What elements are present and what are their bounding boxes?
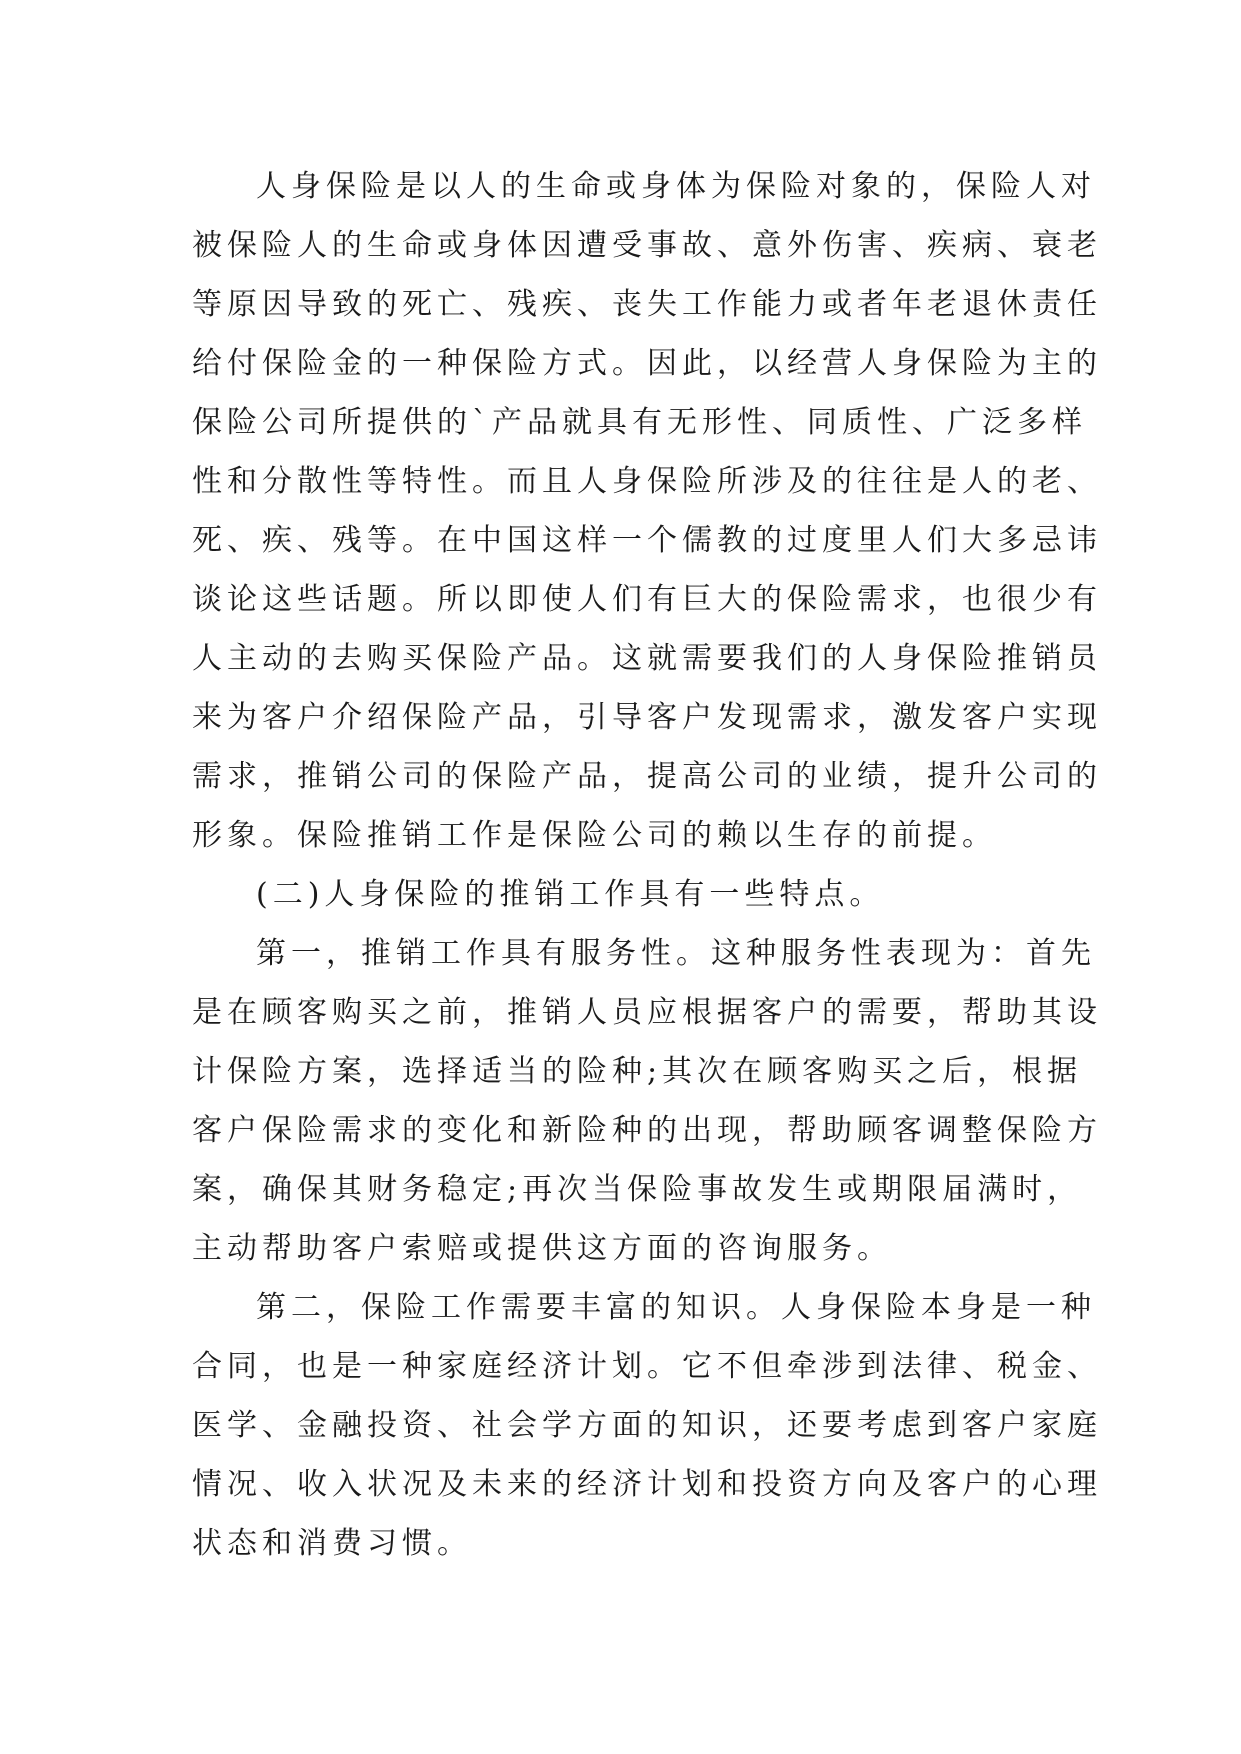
text-line: 死、疾、残等。在中国这样一个儒教的过度里人们大多忌讳: [192, 523, 1102, 558]
text-line: 需求，推销公司的保险产品，提高公司的业绩，提升公司的: [192, 759, 1102, 794]
text-line: 计保险方案，选择适当的险种;其次在顾客购买之后，根据: [192, 1054, 1083, 1089]
text-line: 第二，保险工作需要丰富的知识。人身保险本身是一种: [256, 1290, 1096, 1325]
text-line: 保险公司所提供的`产品就具有无形性、同质性、广泛多样: [192, 405, 1087, 440]
text-line: 等原因导致的死亡、残疾、丧失工作能力或者年老退休责任: [192, 287, 1102, 322]
text-line: 是在顾客购买之前，推销人员应根据客户的需要，帮助其设: [192, 995, 1102, 1030]
text-line: 人身保险是以人的生命或身体为保险对象的，保险人对: [256, 169, 1096, 204]
document-body: [192, 157, 1102, 1573]
text-line: 来为客户介绍保险产品，引导客户发现需求，激发客户实现: [192, 700, 1102, 735]
text-line: 医学、金融投资、社会学方面的知识，还要考虑到客户家庭: [192, 1408, 1102, 1443]
text-line: (二)人身保险的推销工作具有一些特点。: [256, 877, 885, 912]
text-line: 给付保险金的一种保险方式。因此，以经营人身保险为主的: [192, 346, 1102, 381]
text-line: 形象。保险推销工作是保险公司的赖以生存的前提。: [192, 818, 997, 853]
paragraph-first-point-service: [192, 924, 1102, 1278]
paragraph-life-insurance-definition: [192, 157, 1102, 865]
paragraph-second-point-knowledge: [192, 1278, 1102, 1573]
text-line: 合同，也是一种家庭经济计划。它不但牵涉到法律、税金、: [192, 1349, 1102, 1384]
text-line: 情况、收入状况及未来的经济计划和投资方向及客户的心理: [192, 1467, 1102, 1502]
text-line: 被保险人的生命或身体因遭受事故、意外伤害、疾病、衰老: [192, 228, 1102, 263]
text-line: 第一，推销工作具有服务性。这种服务性表现为：首先: [256, 936, 1096, 971]
text-line: 人主动的去购买保险产品。这就需要我们的人身保险推销员: [192, 641, 1102, 676]
text-line: 状态和消费习惯。: [192, 1526, 472, 1561]
section-heading-characteristics: [192, 865, 1052, 924]
text-line: 客户保险需求的变化和新险种的出现，帮助顾客调整保险方: [192, 1113, 1102, 1148]
text-line: 谈论这些话题。所以即使人们有巨大的保险需求，也很少有: [192, 582, 1102, 617]
text-line: 主动帮助客户索赔或提供这方面的咨询服务。: [192, 1231, 892, 1266]
text-line: 性和分散性等特性。而且人身保险所涉及的往往是人的老、: [192, 464, 1102, 499]
text-line: 案，确保其财务稳定;再次当保险事故发生或期限届满时，: [192, 1172, 1083, 1207]
